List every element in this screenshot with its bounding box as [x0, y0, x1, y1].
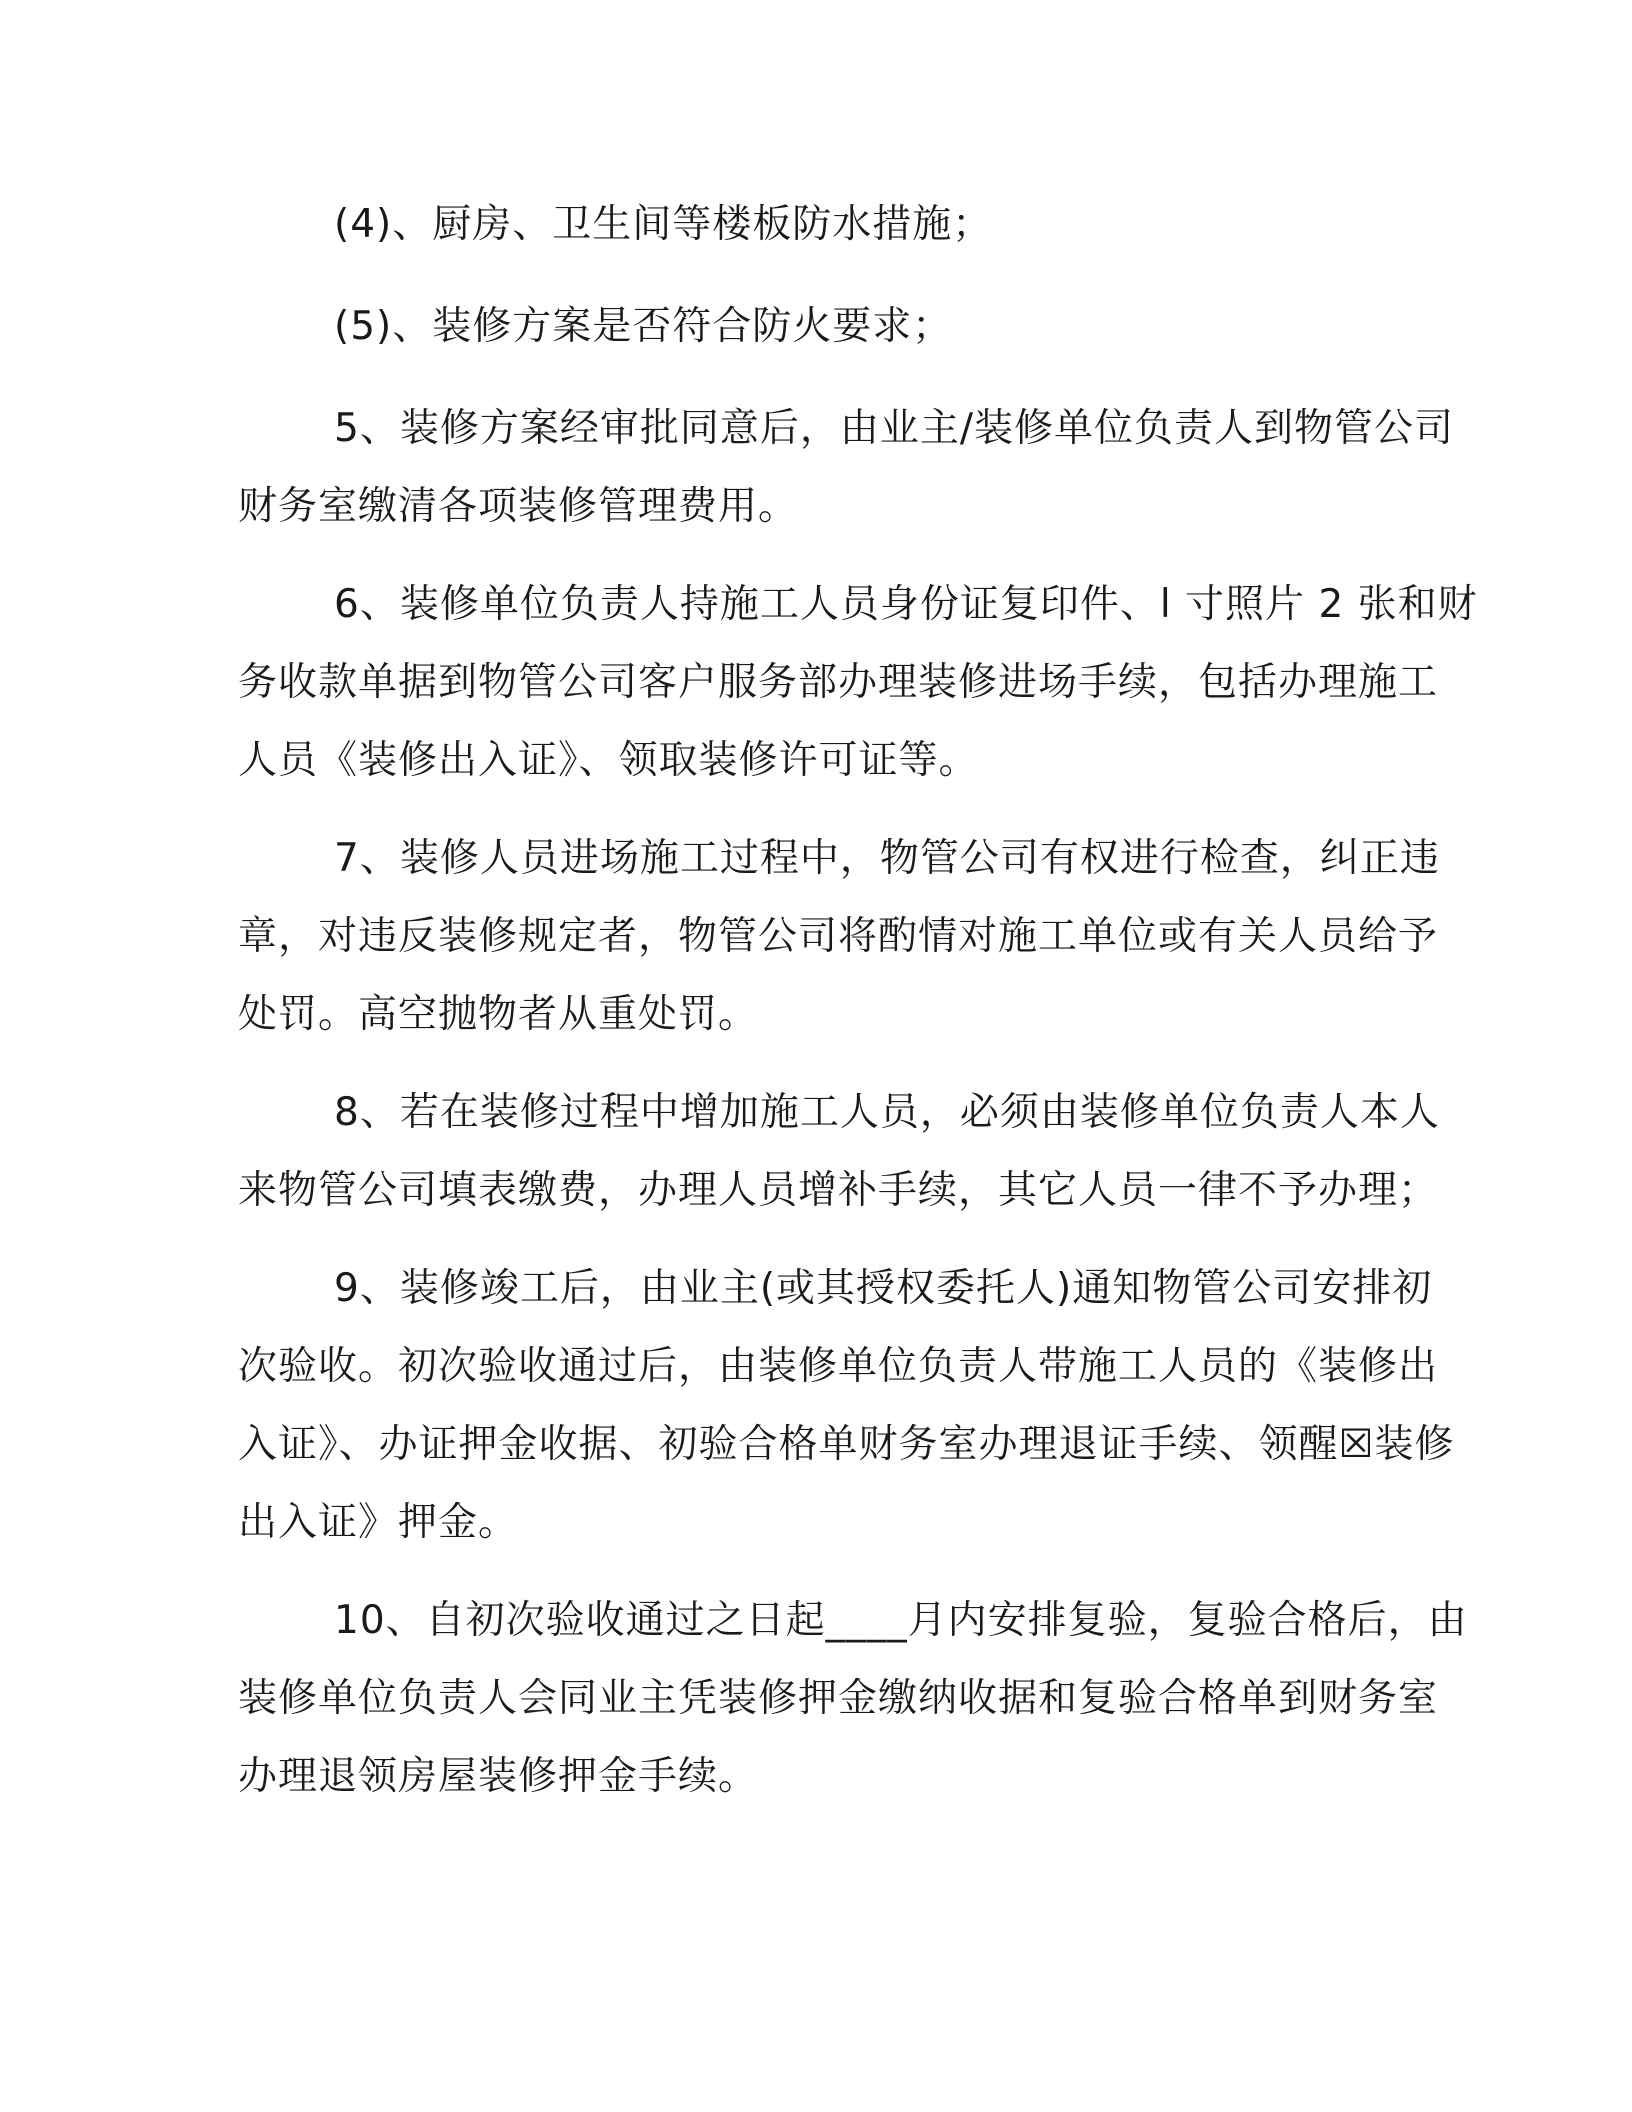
paragraph-line: 来物管公司填表缴费，办理人员增补手续，其它人员一律不予办理；: [238, 1168, 1439, 1213]
paragraph-line: 入证》、办证押金收据、初验合格单财务室办理退证手续、领醒☒装修: [238, 1422, 1455, 1467]
paragraph-line: 装修单位负责人会同业主凭装修押金缴纳收据和复验合格单到财务室: [238, 1676, 1439, 1721]
paragraph-rule-9: [238, 1250, 1455, 1562]
paragraph-line: 财务室缴清各项装修管理费用。: [238, 484, 799, 529]
paragraph-line: 8、若在装修过程中增加施工人员，必须由装修单位负责人本人: [334, 1090, 1440, 1135]
paragraph-line: 5、装修方案经审批同意后，由业主/装修单位负责人到物管公司: [334, 406, 1454, 451]
paragraph-line: 6、装修单位负责人持施工人员身份证复印件、l 寸照片 2 张和财: [334, 582, 1478, 627]
paragraph-rule-7: [238, 820, 1440, 1054]
paragraph-line: 人员《装修出入证》、领取装修许可证等。: [238, 738, 979, 783]
paragraph-item-4-sub: [238, 186, 1398, 264]
paragraph-line: 7、装修人员进场施工过程中，物管公司有权进行检查，纠正违: [334, 836, 1440, 881]
paragraph-rule-10: [238, 1582, 1468, 1816]
paragraph-line: 章，对违反装修规定者，物管公司将酌情对施工单位或有关人员给予: [238, 914, 1439, 959]
paragraph-line: 处罚。高空抛物者从重处罚。: [238, 992, 759, 1037]
paragraph-rule-5: [238, 390, 1454, 546]
paragraph-line: (4)、厨房、卫生间等楼板防水措施；: [334, 202, 993, 247]
paragraph-line: 9、装修竣工后，由业主(或其授权委托人)通知物管公司安排初: [334, 1266, 1433, 1311]
paragraph-rule-6: [238, 566, 1478, 800]
paragraph-line: 10、自初次验收通过之日起____月内安排复验，复验合格后，由: [334, 1598, 1468, 1643]
document-body: [238, 186, 1478, 1836]
paragraph-line: 次验收。初次验收通过后，由装修单位负责人带施工人员的《装修出: [238, 1344, 1439, 1389]
paragraph-line: 务收款单据到物管公司客户服务部办理装修进场手续，包括办理施工: [238, 660, 1439, 705]
paragraph-line: (5)、装修方案是否符合防火要求；: [334, 304, 953, 349]
paragraph-line: 办理退领房屋装修押金手续。: [238, 1754, 759, 1799]
paragraph-item-5-sub: [238, 288, 1398, 366]
paragraph-rule-8: [238, 1074, 1440, 1230]
paragraph-line: 出入证》押金。: [238, 1500, 519, 1545]
